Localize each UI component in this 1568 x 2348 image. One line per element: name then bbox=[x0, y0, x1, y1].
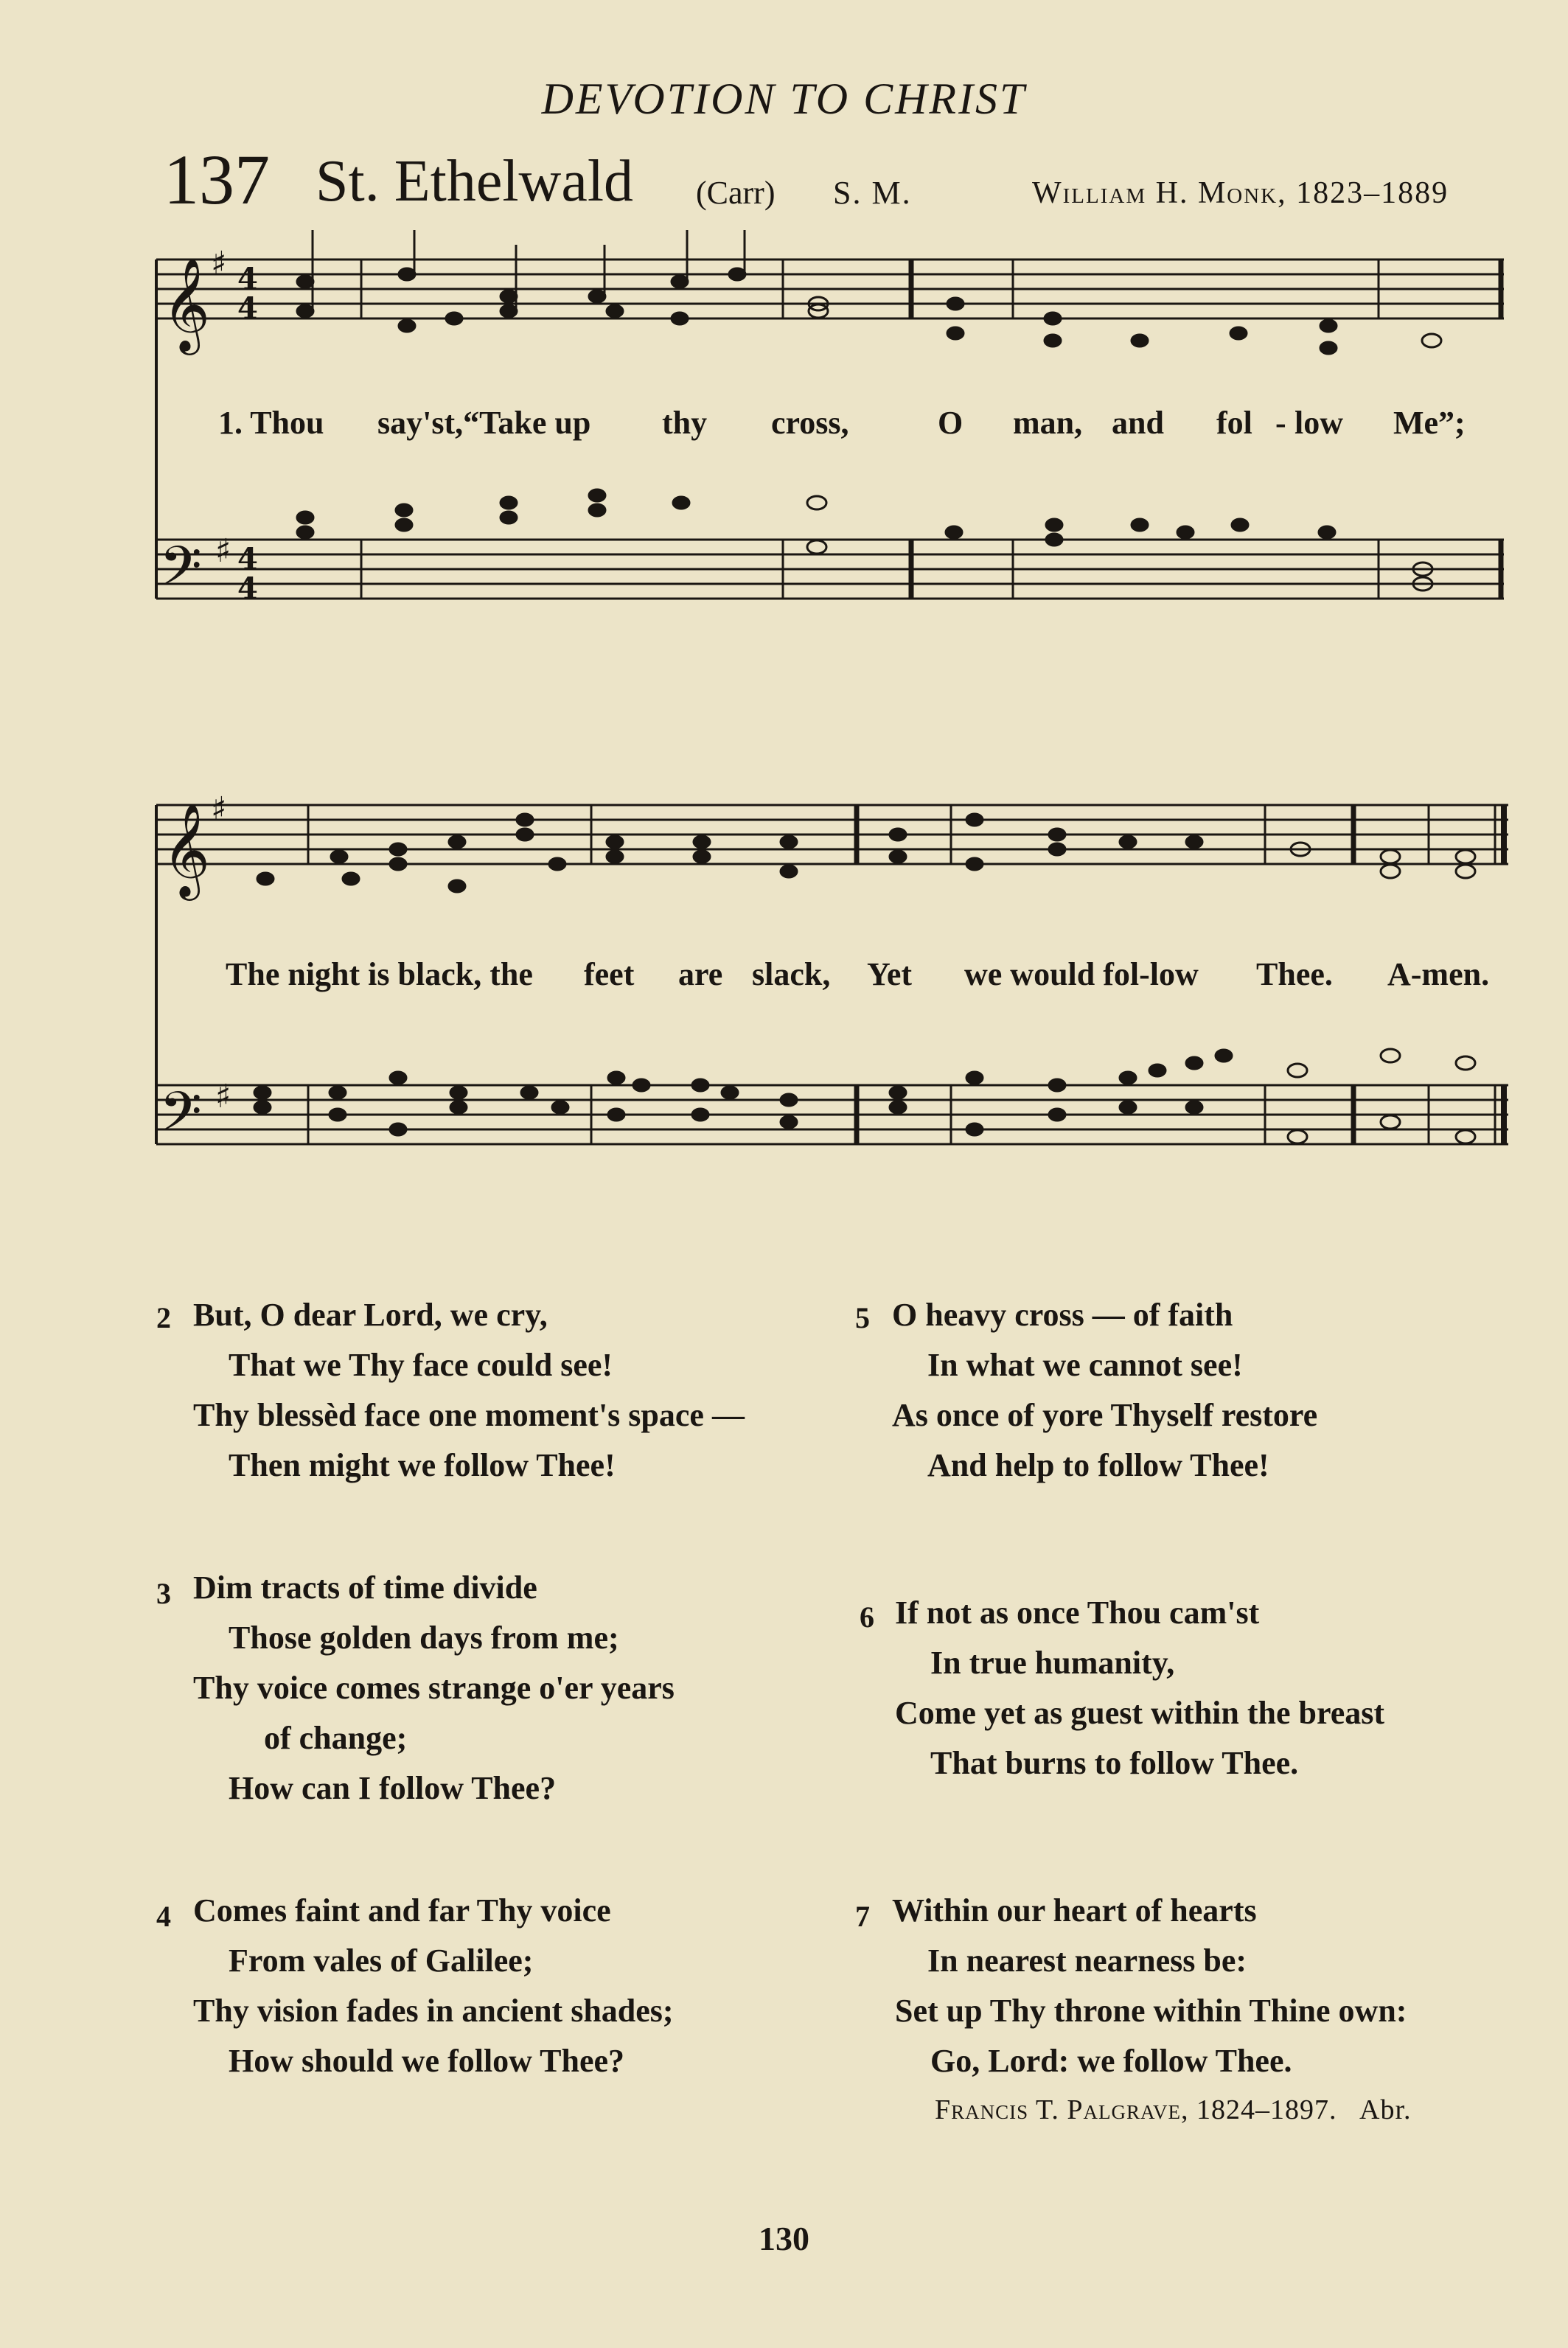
author-attribution bbox=[935, 2094, 1412, 2126]
verse-line: That burns to follow Thee. bbox=[930, 1745, 1299, 1781]
verse-number: 3 bbox=[156, 1577, 171, 1610]
lyric: and bbox=[1112, 405, 1164, 441]
verse-line: In nearest nearness be: bbox=[927, 1943, 1247, 1979]
verse-number: 7 bbox=[855, 1900, 870, 1933]
lyric: Yet bbox=[867, 956, 913, 992]
lyric: The night is black, the bbox=[226, 956, 533, 992]
verse-line: O heavy cross — of faith bbox=[892, 1297, 1233, 1333]
lyric: - bbox=[1275, 405, 1286, 441]
verse-number: 4 bbox=[156, 1900, 171, 1933]
lyric: thy bbox=[662, 405, 708, 441]
verse-line: Dim tracts of time divide bbox=[193, 1570, 537, 1606]
verse-line: As once of yore Thyself restore bbox=[892, 1397, 1318, 1433]
lyric: say'st,“Take up bbox=[377, 405, 591, 441]
verse-line: If not as once Thou cam'st bbox=[895, 1595, 1260, 1631]
author-note: Abr. bbox=[1359, 2094, 1412, 2125]
bass-staff-2 bbox=[156, 1085, 1508, 1144]
verse-line: How can I follow Thee? bbox=[229, 1770, 557, 1806]
time-signature-top: 4 bbox=[237, 262, 258, 296]
author-name: Francis T. Palgrave, 1824–1897. bbox=[935, 2094, 1337, 2125]
time-signature-bottom: 4 bbox=[237, 291, 258, 326]
lyric: A-men. bbox=[1387, 956, 1490, 992]
lyric: Me”; bbox=[1393, 405, 1466, 441]
treble-staff-1 bbox=[156, 259, 1504, 318]
treble-clef-icon: 𝄞 bbox=[162, 802, 211, 896]
treble-clef-icon: 𝄞 bbox=[162, 257, 211, 351]
lyric: are bbox=[678, 956, 723, 992]
verse-line: of change; bbox=[264, 1720, 408, 1756]
lyric: we would fol-low bbox=[964, 956, 1199, 992]
verse-line: Those golden days from me; bbox=[229, 1620, 619, 1656]
bass-clef-icon: 𝄢 bbox=[159, 534, 202, 612]
sharp-icon: ♯ bbox=[215, 532, 231, 570]
lyric: O bbox=[938, 405, 964, 441]
bass-staff-1 bbox=[156, 540, 1504, 599]
section-title: DEVOTION TO CHRIST bbox=[541, 74, 1027, 123]
lyric: slack, bbox=[752, 956, 831, 992]
verse-line: And help to follow Thee! bbox=[927, 1447, 1269, 1483]
verse-number: 2 bbox=[156, 1301, 171, 1334]
verse-line: From vales of Galilee; bbox=[229, 1943, 534, 1979]
verse-line: How should we follow Thee? bbox=[229, 2043, 625, 2079]
verse-line: Go, Lord: we follow Thee. bbox=[930, 2043, 1292, 2079]
lyric: Thee. bbox=[1256, 956, 1333, 992]
page-number: 130 bbox=[759, 2220, 809, 2257]
bass-clef-icon: 𝄢 bbox=[159, 1080, 202, 1157]
verse-line: Within our heart of hearts bbox=[892, 1892, 1257, 1929]
verse-line: That we Thy face could see! bbox=[229, 1347, 613, 1383]
lyric: fol bbox=[1216, 405, 1252, 441]
verse-line: Thy vision fades in ancient shades; bbox=[193, 1993, 674, 2029]
sharp-icon: ♯ bbox=[215, 1078, 231, 1115]
verse-line: But, O dear Lord, we cry, bbox=[193, 1297, 548, 1333]
lyric: cross, bbox=[771, 405, 849, 441]
tune-name: St. Ethelwald bbox=[316, 149, 634, 214]
verse-line: Then might we follow Thee! bbox=[229, 1447, 616, 1483]
hymn-number: 137 bbox=[164, 140, 270, 219]
verse-number: 5 bbox=[855, 1301, 870, 1334]
meter: S. M. bbox=[833, 175, 912, 211]
verse-line: Come yet as guest within the breast bbox=[895, 1695, 1385, 1731]
verse-line: Thy blessèd face one moment's space — bbox=[193, 1397, 745, 1433]
sharp-icon: ♯ bbox=[211, 245, 227, 282]
verse-line: In what we cannot see! bbox=[927, 1347, 1243, 1383]
lyric: man, bbox=[1013, 405, 1083, 441]
verse-line: Set up Thy throne within Thine own: bbox=[895, 1993, 1407, 2029]
svg-text:4: 4 bbox=[237, 542, 258, 576]
verse-line: Thy voice comes strange o'er years bbox=[193, 1670, 675, 1706]
lyric: 1. Thou bbox=[218, 405, 324, 441]
verse-line: In true humanity, bbox=[930, 1645, 1175, 1681]
composer: William H. Monk, 1823–1889 bbox=[1032, 176, 1449, 210]
sharp-icon: ♯ bbox=[211, 790, 227, 828]
verse-line: Comes faint and far Thy voice bbox=[193, 1892, 611, 1929]
lyric: feet bbox=[584, 956, 635, 992]
verse-number: 6 bbox=[860, 1600, 874, 1634]
svg-text:4: 4 bbox=[237, 571, 258, 606]
tune-source: (Carr) bbox=[696, 175, 776, 211]
lyric: low bbox=[1295, 405, 1343, 441]
